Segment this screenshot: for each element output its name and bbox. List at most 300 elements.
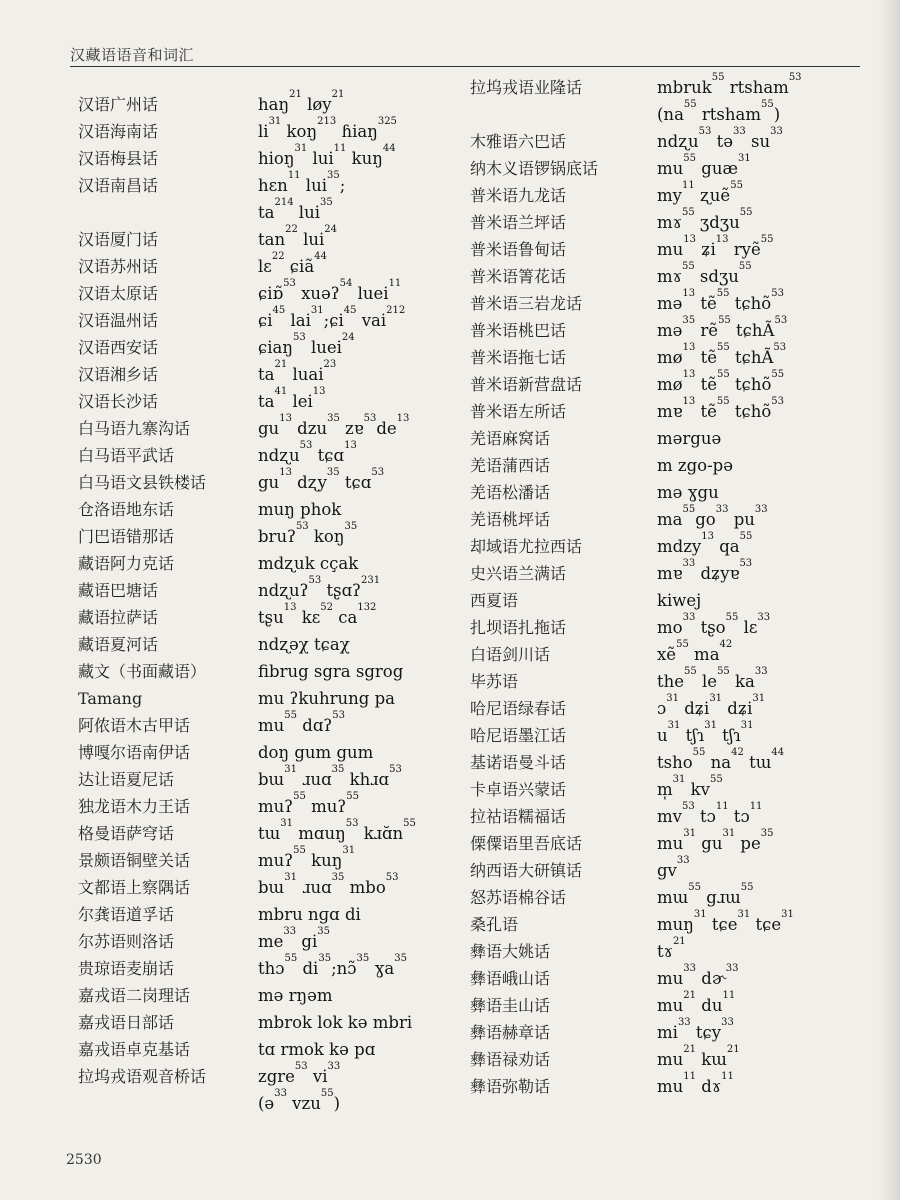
left-word-form: $ta^{41}$ lei$^{13}$: [258, 386, 326, 411]
tone-superscript: 31: [740, 720, 754, 731]
right-word-form: muŋ$^{31}$ tɕe$^{31}$ tɕe$^{31}$: [657, 909, 794, 934]
tone-superscript: 53: [294, 1061, 308, 1072]
tone-superscript: 35: [331, 764, 345, 775]
right-language-name: 普米语箐花话: [470, 267, 567, 286]
right-language-name: 普米语桃巴话: [470, 321, 567, 340]
right-word-form: mdzy$^{13}$ $qa^{55}$: [657, 531, 753, 556]
right-word-form: $mu^{55}$ guæ$^{31}$: [657, 153, 751, 178]
right-language-name: 彝语赫章话: [470, 1023, 551, 1042]
tone-superscript: 33: [715, 504, 729, 515]
right-language-name: 白语剑川话: [470, 645, 551, 664]
left-word-form: mdʐuk cçak: [258, 554, 359, 573]
tone-superscript: 53: [389, 764, 402, 775]
left-language-name: 拉坞戎语观音桥话: [78, 1067, 207, 1086]
tone-superscript: 13: [396, 413, 410, 424]
right-language-name: 羌语蒲西话: [470, 456, 551, 475]
tone-superscript: 33: [682, 558, 696, 569]
left-language-name: 尔龚语道孚话: [78, 905, 175, 924]
tone-superscript: 55: [284, 953, 298, 964]
left-language-name: 汉语太原话: [78, 284, 159, 303]
right-language-name: 纳西语大研镇话: [470, 861, 583, 880]
tone-superscript: 21: [672, 936, 686, 947]
tone-superscript: 11: [388, 278, 402, 289]
tone-superscript: 21: [331, 89, 345, 100]
tone-superscript: 11: [333, 143, 347, 154]
tone-superscript: 33: [283, 926, 297, 937]
right-word-form: mərguə: [657, 429, 722, 448]
tone-superscript: 13: [279, 467, 292, 478]
tone-superscript: 21: [726, 1044, 740, 1055]
tone-superscript: 13: [683, 234, 697, 245]
tone-superscript: 31: [737, 153, 751, 164]
right-language-name: 普米语左所话: [470, 402, 567, 421]
left-language-name: 独龙语木力王话: [78, 797, 191, 816]
right-language-name: 彝语大姚话: [470, 942, 551, 961]
tone-superscript: 55: [320, 1088, 334, 1099]
tone-superscript: 33: [682, 612, 696, 623]
tone-superscript: 55: [293, 791, 306, 802]
left-word-form: (ə$^{33}$ vzu$^{55}$): [258, 1088, 340, 1113]
tone-superscript: 35: [682, 315, 696, 326]
tone-superscript: 53: [681, 801, 695, 812]
tone-superscript: 31: [667, 720, 681, 731]
left-language-name: 汉语南昌话: [78, 176, 159, 195]
left-word-form: tʂu$^{13}$ kɛ$^{52}$ $ca^{132}$: [258, 602, 377, 627]
tone-superscript: 53: [345, 818, 359, 829]
right-word-form: m̩$^{31}$ $kv^{55}$: [657, 774, 723, 799]
right-word-form: ɔ$^{31}$ dʑi$^{31}$ dʑi$^{31}$: [657, 693, 766, 718]
tone-superscript: 53: [771, 288, 784, 299]
tone-superscript: 53: [363, 413, 377, 424]
left-language-name: 白马语平武话: [78, 446, 175, 465]
left-word-form: ɕiaŋ$^{53}$ luei$^{24}$: [258, 332, 355, 357]
left-word-form: muʔ$^{55}$ muʔ$^{55}$: [258, 791, 359, 816]
tone-superscript: 11: [715, 801, 729, 812]
left-language-name: 汉语苏州话: [78, 257, 159, 276]
tone-superscript: 53: [295, 521, 309, 532]
tone-superscript: 11: [683, 1071, 697, 1082]
right-language-name: 西夏语: [470, 591, 519, 610]
right-language-name: 卡卓语兴蒙话: [470, 780, 567, 799]
tone-superscript: 35: [317, 926, 330, 937]
tone-superscript: 35: [394, 953, 407, 964]
tone-superscript: 53: [292, 332, 306, 343]
left-word-form: mbru nɡɑ di: [258, 905, 361, 924]
right-language-name: 羌语桃坪话: [470, 510, 551, 529]
tone-superscript: 11: [749, 801, 763, 812]
tone-superscript: 55: [740, 882, 754, 893]
left-word-form: muʔ$^{55}$ kuŋ$^{31}$: [258, 845, 356, 870]
tone-superscript: 55: [716, 396, 730, 407]
tone-superscript: 31: [268, 116, 282, 127]
right-word-form: $gv^{33}$: [657, 855, 690, 880]
tone-superscript: 52: [320, 602, 333, 613]
tone-superscript: 53: [773, 342, 787, 353]
tone-superscript: 55: [716, 342, 730, 353]
page-number: 2530: [66, 1152, 102, 1168]
tone-superscript: 31: [284, 872, 297, 883]
right-word-form: the$^{55}$ $le^{55}$ $ka^{33}$: [657, 666, 768, 691]
tone-superscript: 55: [284, 710, 298, 721]
left-language-name: 仓洛语地东话: [78, 500, 175, 519]
right-language-name: 怒苏语棉谷话: [470, 888, 567, 907]
right-language-name: 普米语三岩龙话: [470, 294, 583, 313]
right-language-name: 桑孔语: [470, 915, 519, 934]
tone-superscript: 53: [771, 396, 785, 407]
tone-superscript: 55: [717, 666, 730, 677]
tone-superscript: 13: [682, 369, 696, 380]
tone-superscript: 24: [341, 332, 355, 343]
right-language-name: 扎坝语扎拖话: [470, 618, 567, 637]
tone-superscript: 55: [709, 774, 723, 785]
tone-superscript: 35: [331, 872, 345, 883]
right-word-form: $my^{11}$ ʐuẽ$^{55}$: [657, 180, 743, 205]
right-language-name: 拉坞戎语业隆话: [470, 78, 583, 97]
tone-superscript: 55: [711, 72, 725, 83]
tone-superscript: 55: [688, 882, 702, 893]
left-language-name: 格曼语萨穹话: [78, 824, 175, 843]
tone-superscript: 55: [683, 99, 697, 110]
left-word-form: lɛ$^{22}$ ɕiã$^{44}$: [258, 251, 327, 276]
tone-superscript: 132: [357, 602, 377, 613]
tone-superscript: 45: [343, 305, 357, 316]
tone-superscript: 55: [716, 288, 730, 299]
left-word-form: hioŋ$^{31}$ lui$^{11}$ kuŋ$^{44}$: [258, 143, 396, 168]
tone-superscript: 33: [754, 666, 768, 677]
left-word-form: hɛn$^{11}$ lui$^{35}$;: [258, 170, 346, 195]
left-language-name: 嘉戎语日部话: [78, 1013, 175, 1032]
tone-superscript: 55: [681, 207, 695, 218]
tone-superscript: 31: [310, 305, 324, 316]
tone-superscript: 31: [683, 828, 697, 839]
right-language-name: 普米语新营盘话: [470, 375, 583, 394]
tone-superscript: 55: [716, 369, 730, 380]
left-word-form: ndʐu$^{53}$ tɕɑ$^{13}$: [258, 440, 357, 465]
tone-superscript: 13: [279, 413, 292, 424]
tone-superscript: 11: [681, 180, 695, 191]
left-word-form: ndʐəχ tɕaχ: [258, 635, 350, 654]
tone-superscript: 33: [770, 126, 783, 137]
tone-superscript: 45: [272, 305, 286, 316]
tone-superscript: 22: [285, 224, 298, 235]
left-language-name: 汉语湘乡话: [78, 365, 159, 384]
tone-superscript: 13: [344, 440, 357, 451]
left-word-form: $ta^{21}$ luai$^{23}$: [258, 359, 337, 384]
right-language-name: 拉祜语糯福话: [470, 807, 567, 826]
tone-superscript: 21: [289, 89, 302, 100]
right-word-form: mə$^{13}$ tẽ$^{55}$ tɕhõ$^{53}$: [657, 288, 784, 313]
left-language-name: 藏语巴塘话: [78, 581, 159, 600]
tone-superscript: 54: [339, 278, 353, 289]
tone-superscript: 55: [760, 234, 774, 245]
tone-superscript: 35: [326, 170, 340, 181]
left-word-form: fibrug sgra sgrog: [258, 662, 404, 681]
tone-superscript: 33: [754, 504, 768, 515]
right-word-form: mɤ$^{55}$ ʒdʒu$^{55}$: [657, 207, 753, 232]
right-word-form: $mu^{33}$ dɚ$^{33}$: [657, 963, 739, 988]
right-language-name: 却域语尤拉西话: [470, 537, 583, 556]
tone-superscript: 55: [739, 207, 753, 218]
left-language-name: 藏文（书面藏语）: [78, 662, 207, 681]
right-word-form: $u^{31}$ tʃɿ$^{31}$ tʃɿ$^{31}$: [657, 720, 754, 745]
tone-superscript: 33: [676, 855, 690, 866]
right-language-name: 木雅语六巴话: [470, 132, 567, 151]
right-language-name: 羌语麻窝话: [470, 429, 551, 448]
right-word-form: $mø^{13}$ tẽ$^{55}$ tɕhõ$^{55}$: [657, 369, 785, 394]
right-language-name: 普米语兰坪话: [470, 213, 567, 232]
left-word-form: doŋ gum gum: [258, 743, 374, 762]
tone-superscript: 13: [682, 342, 696, 353]
tone-superscript: 22: [271, 251, 285, 262]
right-language-name: 彝语峨山话: [470, 969, 551, 988]
tone-superscript: 31: [752, 693, 766, 704]
left-word-form: mə rŋəm: [258, 986, 333, 1005]
tone-superscript: 33: [733, 126, 746, 137]
tone-superscript: 55: [684, 666, 697, 677]
left-word-form: ɕiɒ̃$^{53}$ xuəʔ$^{54}$ luei$^{11}$: [258, 278, 402, 303]
tone-superscript: 33: [274, 1088, 287, 1099]
left-language-name: Tamang: [78, 689, 143, 708]
right-language-name: 哈尼语绿春话: [470, 699, 567, 718]
tone-superscript: 53: [299, 440, 313, 451]
right-word-form: ($na^{55}$ rtsham$^{55}$): [657, 99, 781, 124]
left-language-name: 汉语海南话: [78, 122, 159, 141]
tone-superscript: 55: [346, 791, 359, 802]
left-word-form: muŋ phok: [258, 500, 342, 519]
left-word-form: $li^{31}$ koŋ$^{213}$ ɦiaŋ$^{325}$: [258, 116, 397, 141]
tone-superscript: 55: [725, 612, 739, 623]
tone-superscript: 53: [385, 872, 399, 883]
tone-superscript: 53: [698, 126, 712, 137]
tone-superscript: 21: [683, 1044, 697, 1055]
right-word-form: tɤ$^{21}$: [657, 936, 686, 961]
running-header: 汉藏语语音和词汇: [70, 46, 195, 64]
tone-superscript: 31: [294, 143, 308, 154]
right-word-form: mɯ$^{55}$ gɹɯ$^{55}$: [657, 882, 754, 907]
right-word-form: $mø^{13}$ tẽ$^{55}$ tɕhÃ$^{53}$: [657, 342, 787, 367]
tone-superscript: 231: [361, 575, 381, 586]
tone-superscript: 31: [280, 818, 294, 829]
left-language-name: 文都语上察隅话: [78, 878, 191, 897]
right-word-form: $mu^{21}$ $du^{11}$: [657, 990, 736, 1015]
left-word-form: mbrok lok kə mbri: [258, 1013, 413, 1032]
left-language-name: 达让语夏尼话: [78, 770, 175, 789]
left-word-form: tɑ rmok kə pɑ: [258, 1040, 376, 1059]
tone-superscript: 13: [701, 531, 714, 542]
right-language-name: 普米语拖七话: [470, 348, 567, 367]
tone-superscript: 33: [757, 612, 771, 623]
right-language-name: 纳木义语锣锅底话: [470, 159, 599, 178]
tone-superscript: 55: [739, 531, 753, 542]
right-word-form: mbruk$^{55}$ rtsham$^{53}$: [657, 72, 802, 97]
left-word-form: $\tan^{22} lui^{24}$: [258, 224, 338, 249]
tone-superscript: 21: [274, 359, 288, 370]
tone-superscript: 33: [677, 1017, 691, 1028]
tone-superscript: 53: [332, 710, 345, 721]
tone-superscript: 33: [725, 963, 739, 974]
tone-superscript: 55: [771, 369, 785, 380]
right-word-form: m zgo-pə: [657, 456, 733, 475]
tone-superscript: 213: [317, 116, 337, 127]
tone-superscript: 21: [683, 990, 697, 1001]
tone-superscript: 11: [721, 1071, 734, 1082]
left-word-form: thɔ$^{55}$ $di^{35};nɔ̃^{35}$ ɣa$^{35}$: [258, 953, 407, 978]
tone-superscript: 42: [719, 639, 733, 650]
left-word-form: $gu^{13}$ dʐy$^{35}$ tɕɑ$^{53}$: [258, 467, 385, 492]
tone-superscript: 53: [308, 575, 322, 586]
left-language-name: 阿侬语木古甲话: [78, 716, 191, 735]
tone-superscript: 44: [382, 143, 396, 154]
left-language-name: 汉语温州话: [78, 311, 159, 330]
left-language-name: 汉语梅县话: [78, 149, 159, 168]
tone-superscript: 13: [715, 234, 729, 245]
tone-superscript: 325: [377, 116, 397, 127]
right-language-name: 基诺语曼斗话: [470, 753, 567, 772]
left-word-form: bruʔ$^{53}$ koŋ$^{35}$: [258, 521, 358, 546]
left-word-form: $mu^{55}$ dɑʔ$^{53}$: [258, 710, 345, 735]
right-language-name: 普米语鲁甸话: [470, 240, 567, 259]
tone-superscript: 31: [693, 909, 707, 920]
tone-superscript: 35: [320, 197, 333, 208]
right-word-form: $mu^{13}$ ʑi$^{13}$ ryẽ$^{55}$: [657, 234, 774, 259]
tone-superscript: 35: [326, 467, 340, 478]
left-language-name: 白马语九寨沟话: [78, 419, 191, 438]
tone-superscript: 24: [324, 224, 338, 235]
tone-superscript: 31: [666, 693, 679, 704]
tone-superscript: 11: [287, 170, 301, 181]
right-word-form: $ma^{55}go^{33}$ $pu^{33}$: [657, 504, 768, 529]
tone-superscript: 53: [371, 467, 385, 478]
left-language-name: 藏语拉萨话: [78, 608, 159, 627]
tone-superscript: 44: [314, 251, 327, 262]
left-word-form: ɕi$^{45}$ lai$^{31}$;ɕi$^{45}$ vai$^{212}$: [258, 305, 406, 330]
tone-superscript: 55: [403, 818, 416, 829]
left-language-name: 贵琼语麦崩话: [78, 959, 175, 978]
tone-superscript: 55: [681, 261, 695, 272]
right-word-form: tsho$^{55}$ $na^{42}$ tɯ$^{44}$: [657, 747, 785, 772]
right-language-name: 彝语禄劝话: [470, 1050, 551, 1069]
tone-superscript: 53: [788, 72, 802, 83]
tone-superscript: 41: [274, 386, 288, 397]
tone-superscript: 13: [682, 396, 696, 407]
right-word-form: $mu^{31}$ $gu^{31}$ $pe^{35}$: [657, 828, 774, 853]
tone-superscript: 13: [283, 602, 297, 613]
right-word-form: $mv^{53}$ tɔ$^{11}$ tɔ$^{11}$: [657, 801, 763, 826]
right-word-form: mɐ$^{13}$ tẽ$^{55}$ tɕhõ$^{53}$: [657, 396, 785, 421]
right-word-form: mə$^{35}$ rẽ$^{55}$ tɕhÃ$^{53}$: [657, 315, 788, 340]
left-word-form: tɯ$^{31}$ mɑuŋ$^{53}$ $kɹɑ̆n^{55}$: [258, 818, 416, 843]
right-language-name: 史兴语兰满话: [470, 564, 567, 583]
tone-superscript: 55: [683, 153, 697, 164]
left-word-form: haŋ$^{21}$ løy$^{21}$: [258, 89, 345, 114]
right-word-form: mɤ$^{55}$ sdʒu$^{55}$: [657, 261, 752, 286]
right-language-name: 彝语弥勒话: [470, 1077, 551, 1096]
right-word-form: ndʐu$^{53}$ tə$^{33}$ $su^{33}$: [657, 126, 783, 151]
right-language-name: 傈僳语里吾底话: [470, 834, 583, 853]
left-language-name: 嘉戎语卓克基话: [78, 1040, 191, 1059]
tone-superscript: 31: [781, 909, 794, 920]
tone-superscript: 55: [682, 504, 696, 515]
right-language-name: 羌语松潘话: [470, 483, 551, 502]
tone-superscript: 31: [342, 845, 356, 856]
right-word-form: $mi^{33}$ tɕy$^{33}$: [657, 1017, 734, 1042]
right-word-form: mɐ$^{33}$ dʑyɐ$^{53}$: [657, 558, 753, 583]
left-language-name: 尔苏语则洛话: [78, 932, 175, 951]
tone-superscript: 33: [683, 963, 697, 974]
tone-superscript: 33: [327, 1061, 341, 1072]
tone-superscript: 53: [774, 315, 788, 326]
tone-superscript: 31: [672, 774, 686, 785]
right-word-form: $mu^{11}$ dɤ$^{11}$: [657, 1071, 734, 1096]
tone-superscript: 55: [293, 845, 306, 856]
tone-superscript: 31: [284, 764, 297, 775]
left-word-form: $gu^{13}$ dzu$^{35}$ $zɐ^{53}de^{13}$: [258, 413, 410, 438]
left-word-form: bɯ$^{31}$ ɹuɑ$^{35}$ mbo$^{53}$: [258, 872, 399, 897]
right-language-name: 毕苏语: [470, 672, 519, 691]
tone-superscript: 55: [718, 315, 731, 326]
left-word-form: $ta^{214}$ lui$^{35}$: [258, 197, 333, 222]
left-language-name: 汉语西安话: [78, 338, 159, 357]
tone-superscript: 33: [721, 1017, 734, 1028]
left-language-name: 藏语夏河话: [78, 635, 159, 654]
tone-superscript: 31: [704, 720, 717, 731]
tone-superscript: 55: [676, 639, 689, 650]
left-word-form: ndʐuʔ$^{53}$ tʂɑʔ$^{231}$: [258, 575, 381, 600]
tone-superscript: 55: [730, 180, 743, 191]
left-word-form: $me^{33}$ $gi^{35}$: [258, 926, 330, 951]
tone-superscript: 35: [760, 828, 774, 839]
left-word-form: mu ʔkuhrung pa: [258, 689, 395, 708]
tone-superscript: 35: [318, 953, 332, 964]
left-language-name: 汉语厦门话: [78, 230, 159, 249]
tone-superscript: 214: [274, 197, 294, 208]
left-word-form: bɯ$^{31}$ ɹuɑ$^{35}$ khɹɑ$^{53}$: [258, 764, 402, 789]
right-language-name: 哈尼语墨江话: [470, 726, 567, 745]
tone-superscript: 42: [731, 747, 744, 758]
left-language-name: 汉语长沙话: [78, 392, 159, 411]
left-language-name: 汉语广州话: [78, 95, 159, 114]
tone-superscript: 11: [722, 990, 736, 1001]
right-word-form: kiwej: [657, 591, 702, 610]
tone-superscript: 31: [722, 828, 736, 839]
tone-superscript: 31: [709, 693, 723, 704]
right-language-name: 普米语九龙话: [470, 186, 567, 205]
left-language-name: 嘉戎语二岗理话: [78, 986, 191, 1005]
tone-superscript: 13: [312, 386, 326, 397]
tone-superscript: 35: [356, 953, 370, 964]
right-word-form: xẽ$^{55}$ $ma^{42}$: [657, 639, 733, 664]
tone-superscript: 55: [692, 747, 706, 758]
tone-superscript: 53: [739, 558, 753, 569]
tone-superscript: 55: [760, 99, 774, 110]
tone-superscript: 53: [283, 278, 296, 289]
tone-superscript: 212: [386, 305, 406, 316]
tone-superscript: 23: [323, 359, 337, 370]
left-language-name: 藏语阿力克话: [78, 554, 175, 573]
left-language-name: 景颇语铜壁关话: [78, 851, 191, 870]
left-language-name: 白马语文县铁楼话: [78, 473, 207, 492]
tone-superscript: 44: [771, 747, 785, 758]
right-word-form: mə ɣgu: [657, 483, 719, 502]
right-word-form: $mo^{33}$ tʂo$^{55}$ lɛ$^{33}$: [657, 612, 771, 637]
tone-superscript: 35: [327, 413, 340, 424]
left-word-form: zgre$^{53}$ $vi^{33}$: [258, 1061, 341, 1086]
tone-superscript: 35: [344, 521, 358, 532]
right-word-form: $mu^{21}$ kɯ$^{21}$: [657, 1044, 740, 1069]
left-language-name: 博嘎尔语南伊话: [78, 743, 191, 762]
tone-superscript: 31: [737, 909, 751, 920]
tone-superscript: 13: [682, 288, 696, 299]
